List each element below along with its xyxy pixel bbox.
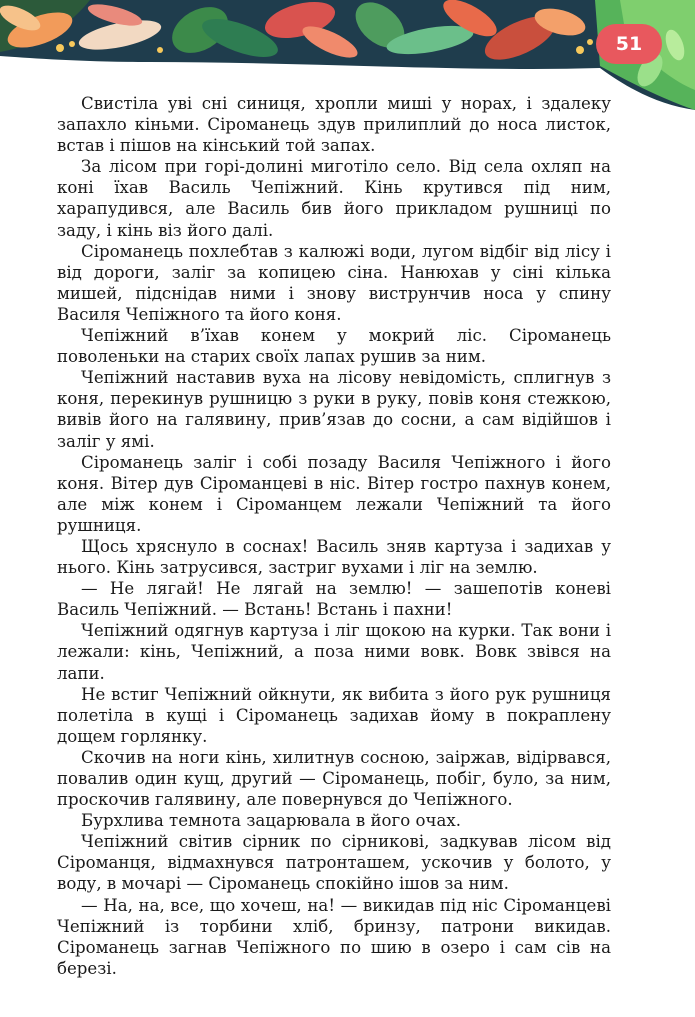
page-number-badge: 51 [596,24,662,64]
paragraph: Чепіжний наставив вуха на лісову невідомість, сплигнув з коня, перекинув рушницю з руки в руку, повів коня стежкою, вивів його на галявину, прив’язав до сосни, а сам відійшов і заліг у ямі. [57,368,611,451]
story-text [57,93,611,979]
paragraph: Скочив на ноги кінь, хилитнув сосною, заіржав, відірвався, повалив один кущ, другий — Сіроманець, побіг, було, за ним, проскочив галявину, але повернувся до Чепіжного. [57,747,611,810]
paragraph: Свистіла уві сні синиця, хропли миші у норах, і здалеку запахло кіньми. Сіроманець здув прилиплий до носа листок, встав і пішов на кінський той запах. [57,94,611,156]
paragraph: Чепіжний світив сірник по сірникові, задкував лісом від Сіроманця, відмахнувся патронташем, ускочив у болото, у воду, в мочарі — Сіроманець спокійно ішов за ним. [57,832,611,894]
paragraph: Бурхлива темнота зацарювала в його очах. [81,811,461,831]
paragraph: Чепіжний в’їхав конем у мокрий ліс. Сіроманець поволеньки на старих своїх лапах рушив за ним. [57,326,611,367]
paragraph: Щось хряснуло в соснах! Василь зняв картуза і задихав у нього. Кінь затрусився, застриг вухами і ліг на землю. [57,536,611,578]
paragraph: За лісом при горі-долині миготіло село. Від села охляп на коні їхав Василь Чепіжний. Кінь крутився під ним, харапудився, але Василь бив його прикладом рушниці по заду, і кінь віз його далі. [57,157,611,240]
paragraph: — Не лягай! Не лягай на землю! — зашепотів коневі Василь Чепіжний. — Встань! Встань і пахни! [57,579,611,620]
paragraph: Не встиг Чепіжний ойкнути, як вибита з його рук рушниця полетіла в кущі і Сіроманець задихав йому в покраплену дощем горлянку. [57,684,611,746]
paragraph: Сіроманець заліг і собі позаду Василя Чепіжного і його коня. Вітер дув Сіроманцеві в ніс. Вітер гостро пахнув конем, але між конем і Сіроманцем лежали Чепіжний та його рушниця. [57,452,611,535]
paragraph: — На, на, все, що хочеш, на! — викидав під ніс Сіроманцеві Чепіжний із торбини хліб, бринзу, патрони викидав. Сіроманець загнав Чепіжного по шию в озеро і сам сів на березі. [57,895,611,978]
paragraph: Сіроманець похлебтав з калюжі води, лугом відбіг від лісу і від дороги, заліг за копицею сіна. Нанюхав у сіні кілька мишей, підснідав ними і знову виструнчив носа у спину Василя Чепіжного та його коня. [57,241,611,324]
paragraph: Чепіжний одягнув картуза і ліг щокою на курки. Так вони і лежали: кінь, Чепіжний, а поза ними вовк. Вовк звівся на лапи. [57,621,611,683]
